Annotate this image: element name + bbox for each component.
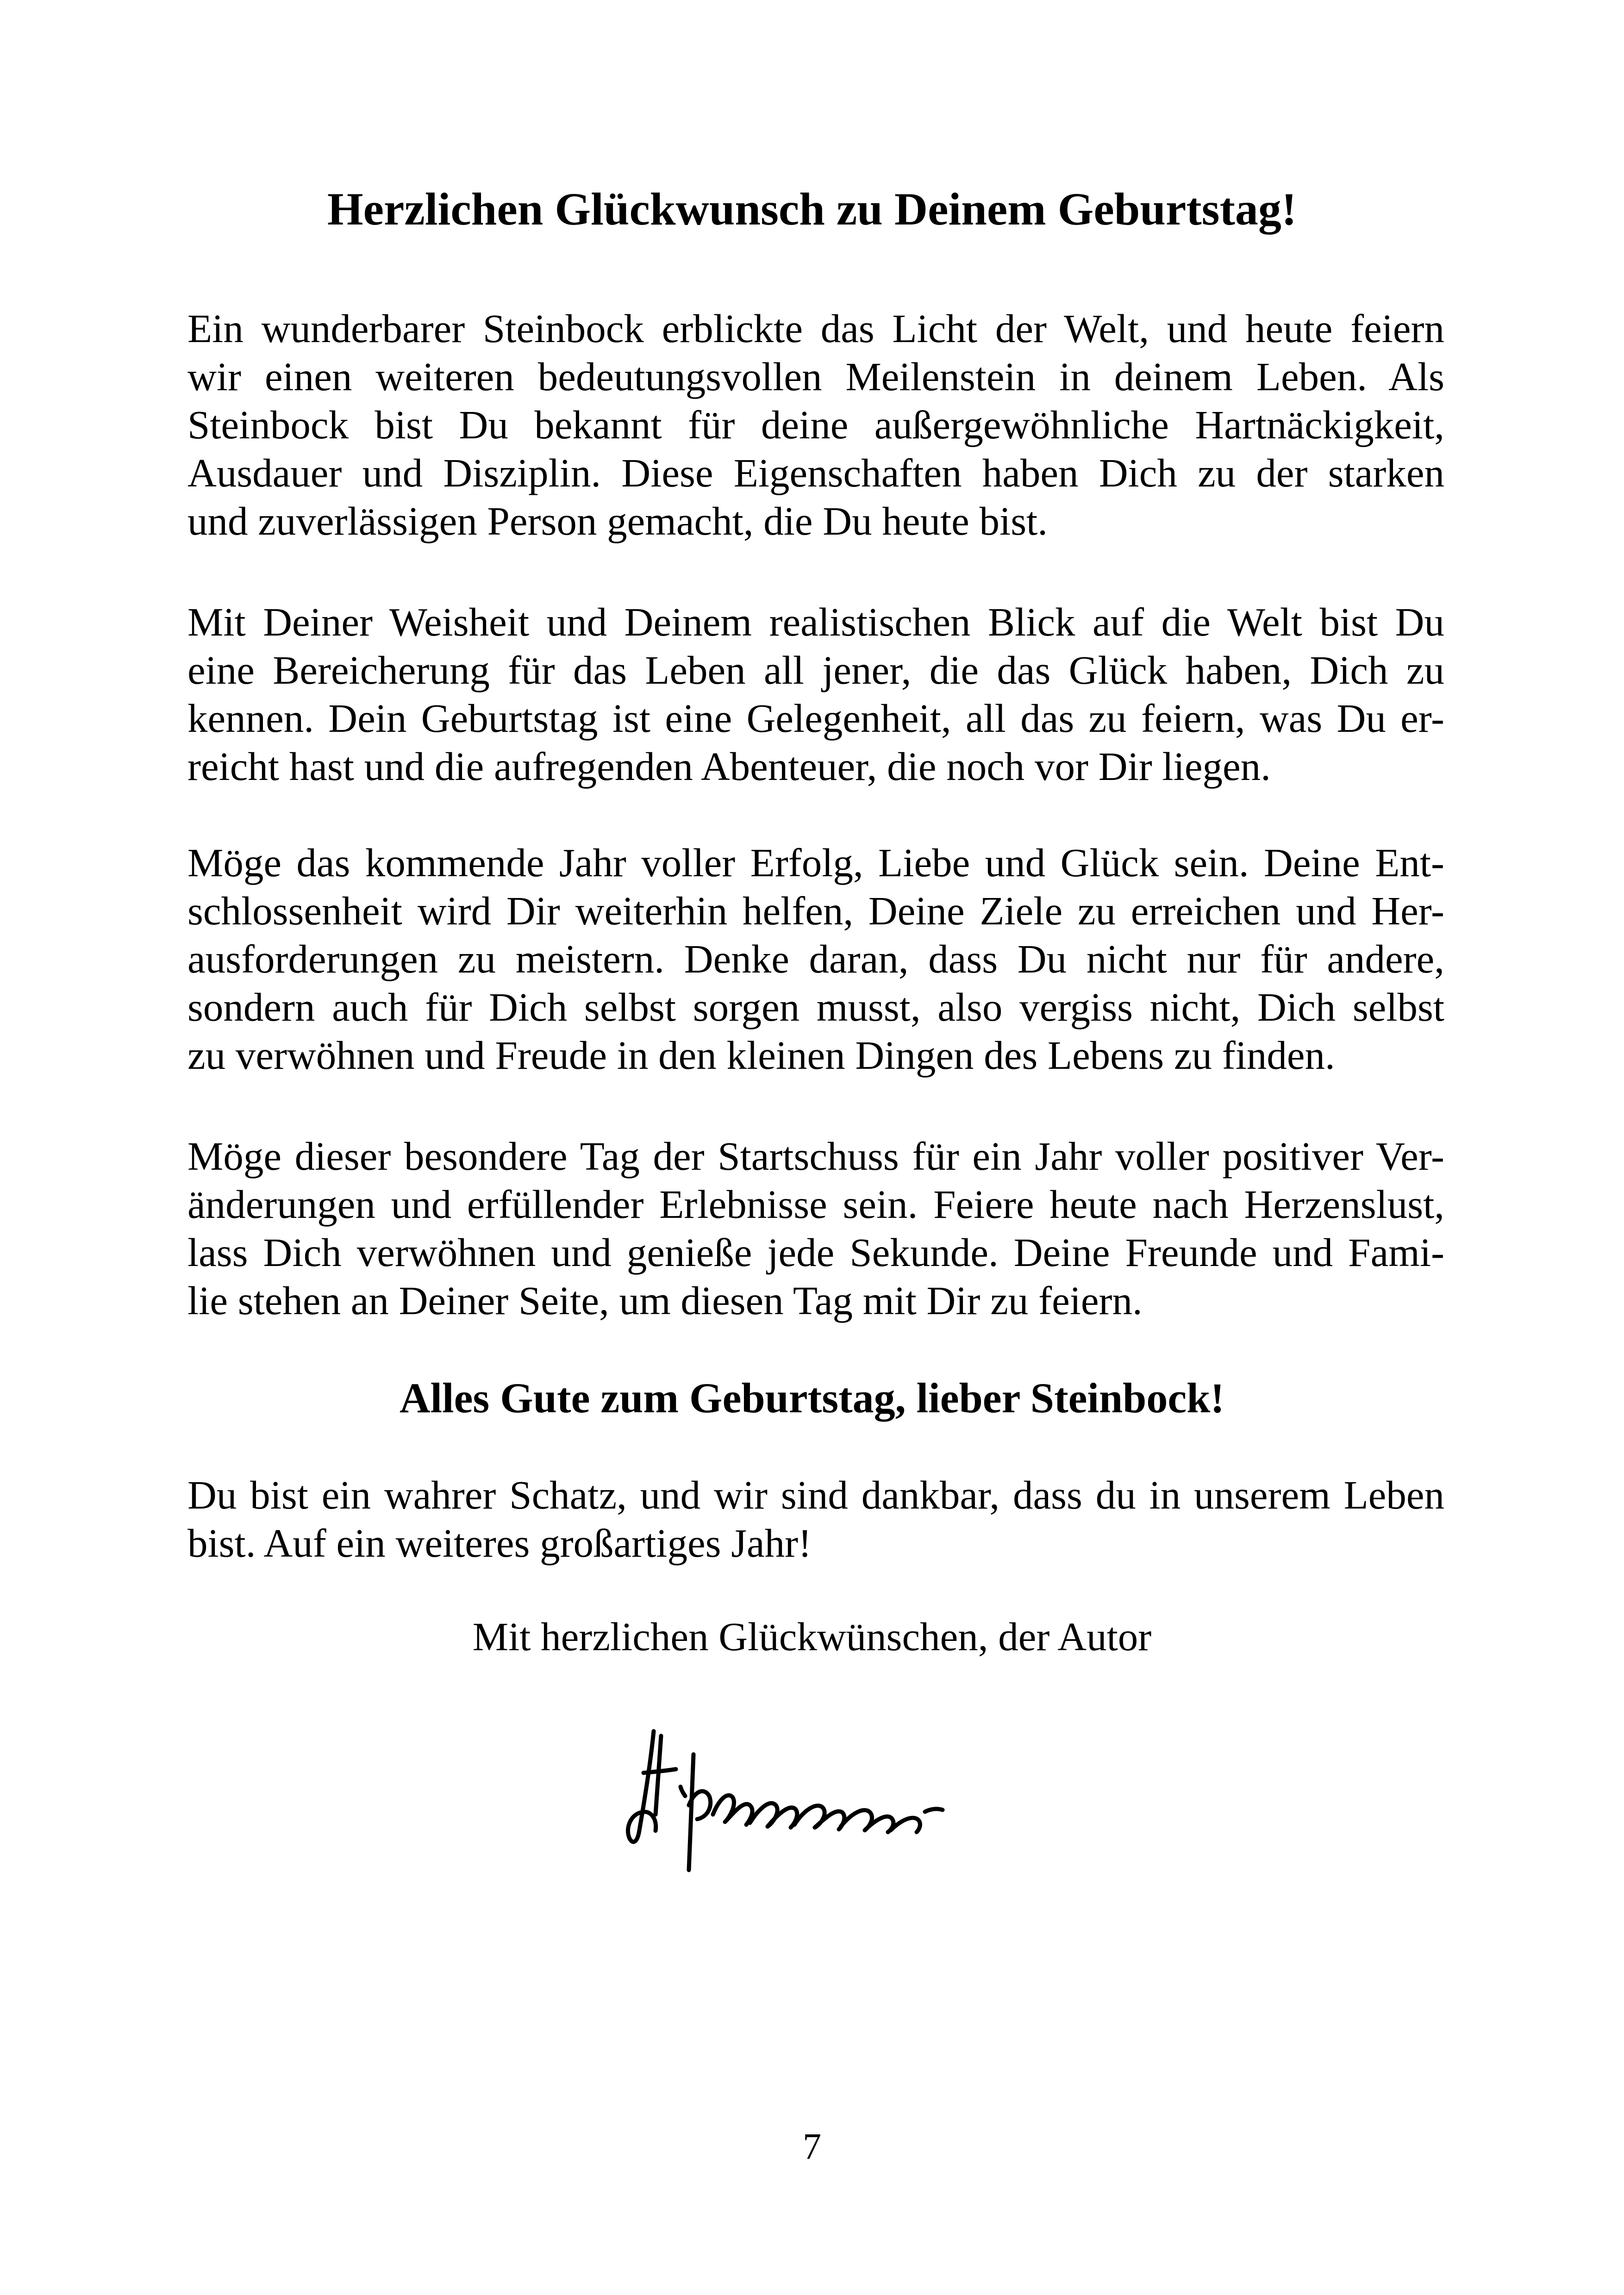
paragraph-line: und zuverlässigen Person gemacht, die Du heute bist. [187,499,1048,543]
paragraph-line: eine Bereicherung für das Leben all jener, die das Glück haben, Dich zu [187,648,1444,692]
paragraph-line: reicht hast und die aufregenden Abenteuer, die noch vor Dir liegen. [187,744,1271,789]
paragraph-line: zu verwöhnen und Freude in den kleinen Dingen des Lebens zu finden. [187,1033,1335,1078]
paragraph-line: lie stehen an Deiner Seite, um diesen Tag mit Dir zu feiern. [187,1278,1143,1323]
paragraph-line: Mit Deiner Weisheit und Deinem realistischen Blick auf die Welt bist Du [187,599,1444,644]
paragraph-line: bist. Auf ein weiteres großartiges Jahr! [187,1521,812,1565]
page-title: Herzlichen Glückwunsch zu Deinem Geburtstag! [327,183,1297,235]
paragraph-2 [187,598,1444,791]
paragraph-line: ausforderungen zu meistern. Denke daran, dass Du nicht nur für andere, [187,936,1444,981]
paragraph-line: Ausdauer und Disziplin. Diese Eigenschaften haben Dich zu der starken [187,450,1444,495]
paragraph-line: wir einen weiteren bedeutungsvollen Meilenstein in deinem Leben. Als [187,354,1444,399]
page-number: 7 [803,2127,821,2167]
final-paragraph [187,1471,1444,1567]
paragraph-line: sondern auch für Dich selbst sorgen musst, also vergiss nicht, Dich selbst [187,985,1444,1029]
paragraph-4 [187,1132,1444,1325]
subtitle: Alles Gute zum Geburtstag, lieber Steinbock! [400,1374,1224,1422]
paragraph-3 [187,839,1444,1079]
paragraph-line: kennen. Dein Geburtstag ist eine Gelegenheit, all das zu feiern, was Du er- [187,696,1444,741]
paragraph-line: Möge dieser besondere Tag der Startschuss für ein Jahr voller positiver Ver- [187,1134,1444,1179]
paragraph-line: lass Dich verwöhnen und genieße jede Sekunde. Deine Freunde und Fami- [187,1230,1444,1275]
paragraph-line: schlossenheit wird Dir weiterhin helfen, Deine Ziele zu erreichen und Her- [187,888,1444,933]
paragraph-line: Du bist ein wahrer Schatz, und wir sind dankbar, dass du in unserem Leben [187,1472,1444,1517]
paragraph-line: Steinbock bist Du bekannt für deine außergewöhnliche Hartnäckigkeit, [187,402,1444,447]
paragraph-line: änderungen und erfüllender Erlebnisse sein. Feiere heute nach Herzenslust, [187,1182,1444,1227]
paragraph-1 [187,305,1444,545]
signature-image [611,1717,963,1884]
paragraph-line: Ein wunderbarer Steinbock erblickte das Licht der Welt, und heute feiern [187,306,1444,351]
closing-line: Mit herzlichen Glückwünschen, der Autor [472,1614,1152,1659]
paragraph-line: Möge das kommende Jahr voller Erfolg, Liebe und Glück sein. Deine Ent- [187,840,1444,885]
